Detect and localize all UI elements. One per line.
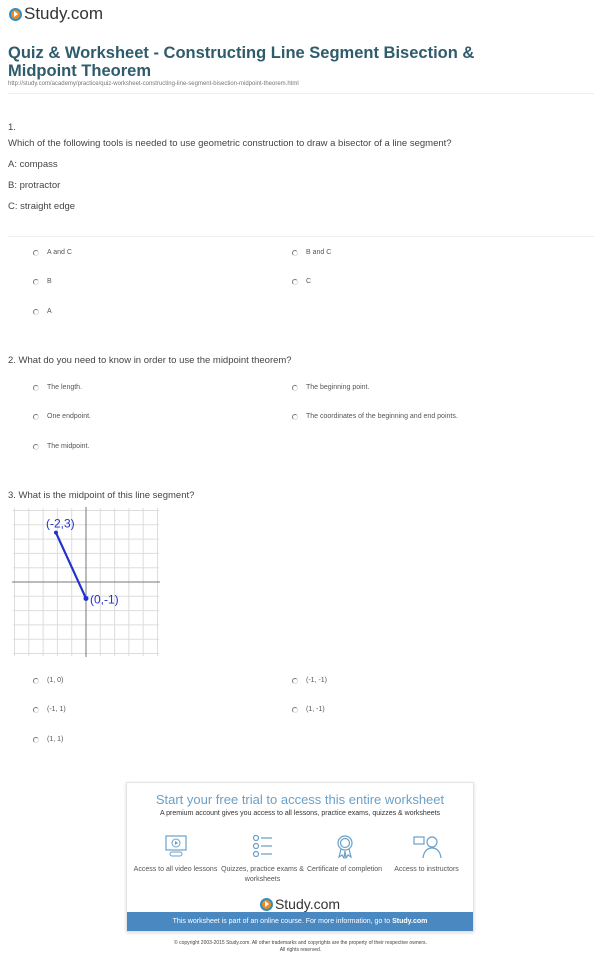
radio-button[interactable] [33, 444, 39, 450]
question-1: 1. Which of the following tools is needed to use geometric construction to draw a bisector of a line segment? A: compass B: protractor C: straight edge [8, 122, 452, 212]
divider [8, 93, 594, 94]
radio-button[interactable] [33, 279, 39, 285]
checklist-icon [250, 833, 276, 859]
endpoint [54, 531, 58, 535]
rights: All rights reserved. [279, 947, 322, 953]
answer-option[interactable]: A [33, 308, 52, 315]
answer-option[interactable]: B [33, 278, 52, 285]
answer-option[interactable]: (1, 1) [33, 736, 63, 743]
answer-option[interactable]: A and C [33, 249, 72, 256]
answer-option[interactable]: The midpoint. [33, 443, 89, 450]
page-url: http://study.com/academy/practice/quiz-worksheet-constructing-line-segment-bisection-midpoint-theorem.html [8, 81, 299, 87]
study-link[interactable]: Study.com [392, 918, 428, 925]
radio-button[interactable] [33, 309, 39, 315]
copyright: © copyright 2003-2015 Study.com. All other trademarks and copyrights are the property of their respective owners. [174, 940, 427, 946]
point-label: (-2,3) [45, 516, 75, 531]
question-3: 3. What is the midpoint of this line segment? [8, 490, 195, 501]
radio-button[interactable] [33, 385, 39, 391]
answer-option[interactable]: (-1, 1) [33, 706, 66, 713]
feature-instructors: Access to instructors [383, 833, 470, 875]
answer-option[interactable]: (1, -1) [292, 706, 325, 713]
page-title: Quiz & Worksheet - Constructing Line Segment Bisection & Midpoint Theorem [8, 44, 475, 80]
radio-button[interactable] [292, 414, 298, 420]
radio-button[interactable] [33, 678, 39, 684]
study-logo[interactable]: Study.com [9, 4, 103, 24]
radio-button[interactable] [292, 250, 298, 256]
feature-certificate: Certificate of completion [301, 833, 388, 875]
radio-button[interactable] [292, 678, 298, 684]
answer-option[interactable]: (1, 0) [33, 677, 63, 684]
play-icon [260, 898, 273, 911]
answer-option[interactable]: (-1, -1) [292, 677, 327, 684]
instructor-icon [412, 833, 442, 859]
line-segment [56, 533, 86, 599]
radio-button[interactable] [33, 707, 39, 713]
feature-quizzes: Quizzes, practice exams & worksheets [219, 833, 306, 885]
promo-logo: Study.com [127, 896, 473, 912]
question-2: 2. What do you need to know in order to use the midpoint theorem? [8, 355, 292, 366]
answer-option[interactable]: C [292, 278, 311, 285]
endpoint [84, 596, 89, 601]
point-label: (0,-1) [90, 592, 119, 607]
radio-button[interactable] [33, 414, 39, 420]
answer-option[interactable]: The beginning point. [292, 384, 369, 391]
answer-option[interactable]: B and C [292, 249, 331, 256]
certificate-icon [332, 833, 358, 859]
radio-button[interactable] [33, 250, 39, 256]
radio-button[interactable] [292, 707, 298, 713]
play-icon [9, 8, 22, 21]
radio-button[interactable] [33, 737, 39, 743]
radio-button[interactable] [292, 385, 298, 391]
video-icon [163, 833, 189, 859]
coordinate-graph [10, 505, 162, 659]
free-trial-promo: Start your free trial to access this entire worksheet A premium account gives you access to all lessons, practice exams, quizzes & worksheets Access to all video lessons Quizzes, practice exams & worksheets Certificate of completion Access to instructors Study.com This worksheet is part of an online course. For more information, go to Study.com [126, 782, 474, 932]
radio-button[interactable] [292, 279, 298, 285]
course-info-bar: This worksheet is part of an online course. For more information, go to Study.com [127, 912, 473, 931]
divider [8, 236, 594, 237]
answer-option[interactable]: The length. [33, 384, 82, 391]
feature-video-lessons: Access to all video lessons [132, 833, 219, 875]
answer-option[interactable]: The coordinates of the beginning and end points. [292, 413, 458, 420]
answer-option[interactable]: One endpoint. [33, 413, 91, 420]
